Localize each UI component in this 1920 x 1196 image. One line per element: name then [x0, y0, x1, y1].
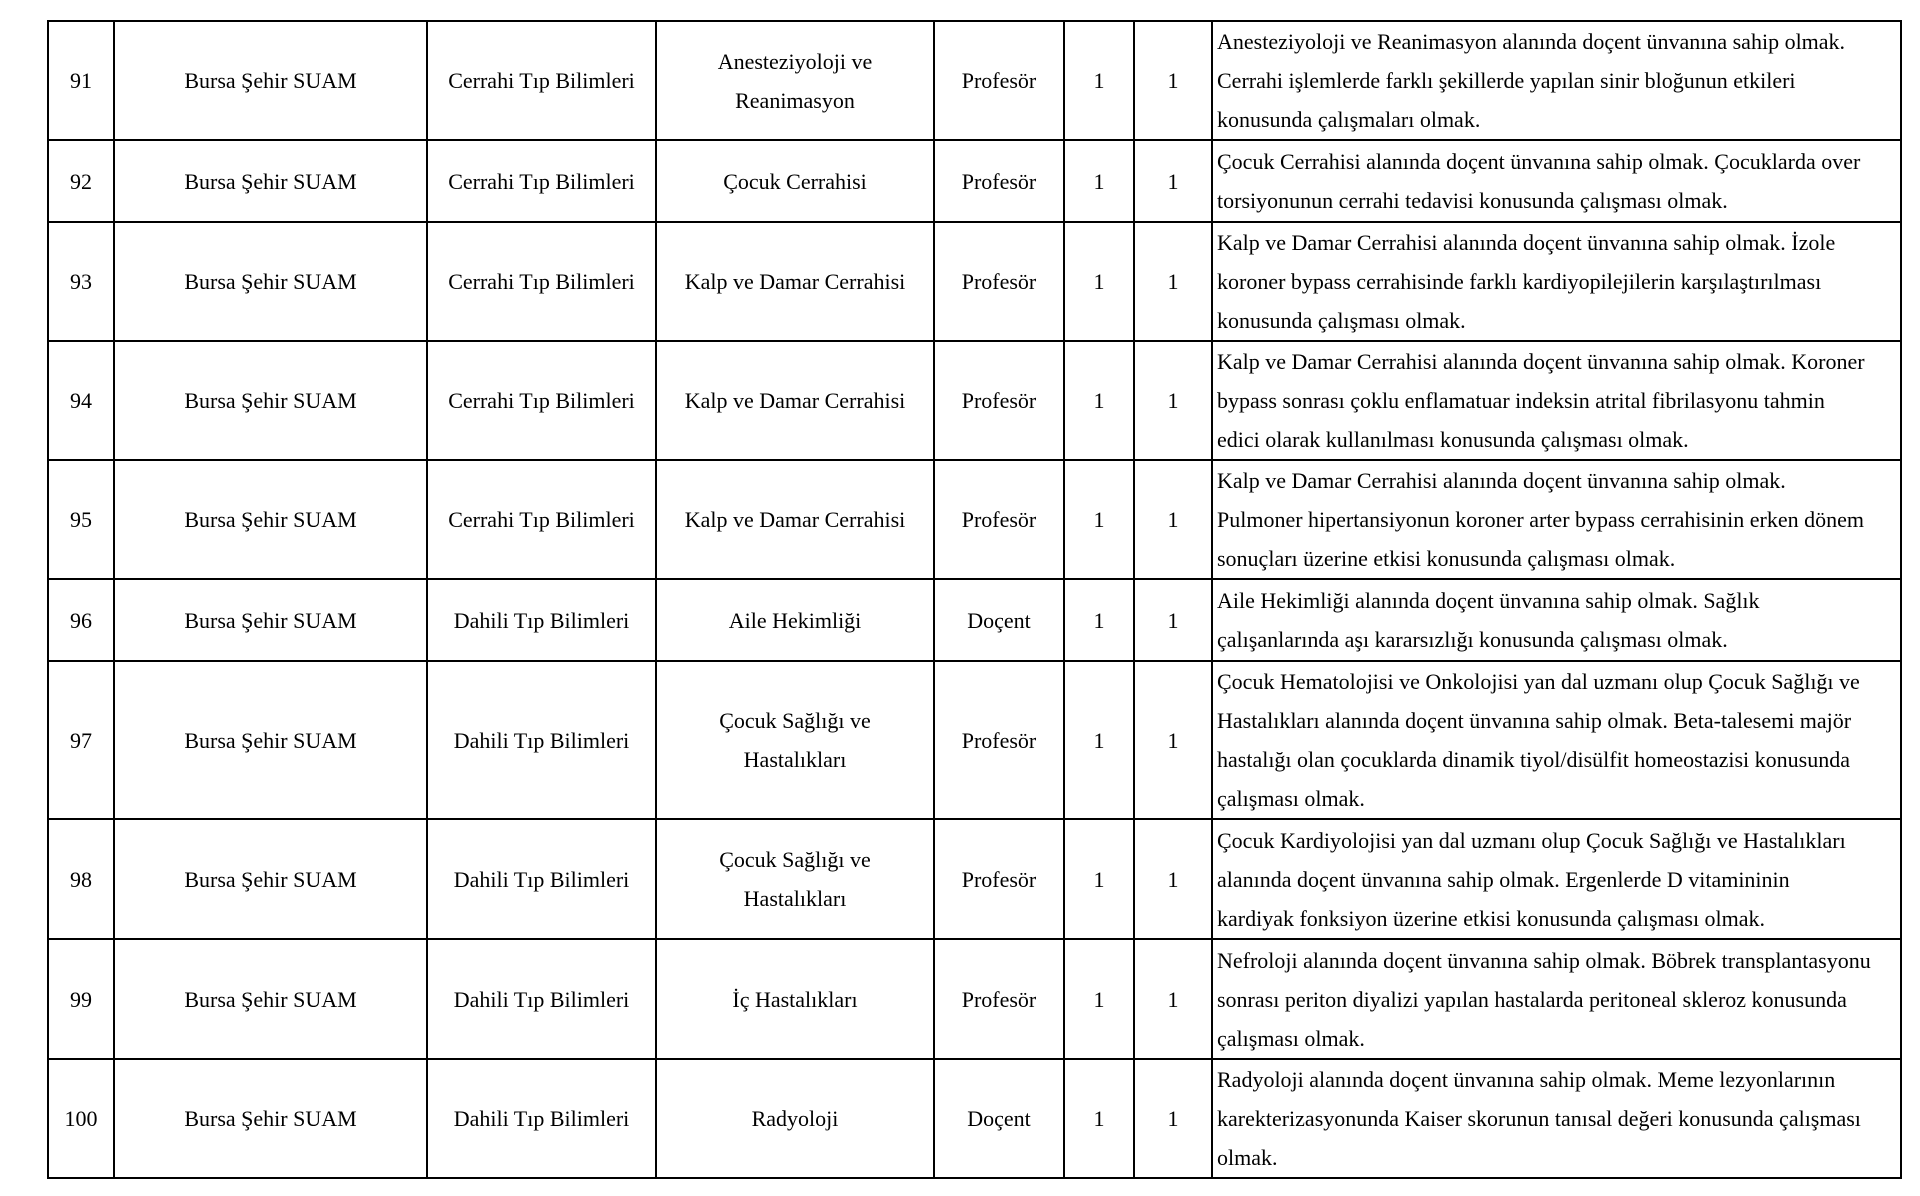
- count-cell: 1: [1064, 460, 1134, 579]
- positions-table: [47, 20, 1902, 1179]
- count-cell: 1: [1134, 1059, 1212, 1178]
- cell-line: sonuçları üzerine etkisi konusunda çalışması olmak.: [1217, 546, 1676, 571]
- requirement-cell: [1212, 140, 1901, 222]
- count-cell: 1: [1064, 939, 1134, 1059]
- cell-line: çalışanlarında aşı kararsızlığı konusunda çalışması olmak.: [1217, 627, 1728, 652]
- field-cell: [656, 1059, 934, 1178]
- requirement-cell: [1212, 222, 1901, 341]
- count-cell: 1: [1134, 460, 1212, 579]
- unit-cell: Bursa Şehir SUAM: [114, 579, 427, 661]
- title-cell: Profesör: [934, 661, 1064, 819]
- title-cell: Profesör: [934, 341, 1064, 460]
- cell-line: Çocuk Hematolojisi ve Onkolojisi yan dal uzmanı olup Çocuk Sağlığı ve: [1217, 669, 1860, 694]
- table-row: [48, 1059, 1901, 1178]
- cell-line: Kalp ve Damar Cerrahisi: [684, 388, 906, 413]
- requirement-cell: [1212, 819, 1901, 939]
- requirement-cell: [1212, 579, 1901, 661]
- row-number: 100: [48, 1059, 114, 1178]
- cell-line: bypass sonrası çoklu enflamatuar indeksin atrital fibrilasyonu tahmin: [1217, 388, 1825, 413]
- cell-line: Kalp ve Damar Cerrahisi alanında doçent ünvanına sahip olmak.: [1217, 468, 1786, 493]
- count-cell: 1: [1064, 21, 1134, 140]
- cell-line: Kalp ve Damar Cerrahisi: [684, 269, 906, 294]
- cell-line: Çocuk Kardiyolojisi yan dal uzmanı olup Çocuk Sağlığı ve Hastalıkları: [1217, 827, 1846, 853]
- requirement-cell: [1212, 341, 1901, 460]
- field-cell: [656, 21, 934, 140]
- cell-line: karekterizasyonunda Kaiser skorunun tanısal değeri konusunda çalışması: [1217, 1106, 1861, 1131]
- title-cell: Profesör: [934, 222, 1064, 341]
- row-number: 94: [48, 341, 114, 460]
- department-cell: Dahili Tıp Bilimleri: [427, 1059, 656, 1178]
- cell-line: Cerrahi işlemlerde farklı şekillerde yapılan sinir bloğunun etkileri: [1217, 68, 1796, 93]
- field-cell: [656, 819, 934, 939]
- cell-line: Nefroloji alanında doçent ünvanına sahip olmak. Böbrek transplantasyonu: [1217, 947, 1871, 973]
- cell-line: Çocuk Sağlığı ve: [719, 708, 871, 733]
- cell-line: olmak.: [1217, 1145, 1278, 1170]
- unit-cell: Bursa Şehir SUAM: [114, 21, 427, 140]
- field-cell: [656, 140, 934, 222]
- unit-cell: Bursa Şehir SUAM: [114, 341, 427, 460]
- cell-line: Anesteziyoloji ve Reanimasyon alanında doçent ünvanına sahip olmak.: [1217, 29, 1846, 54]
- cell-line: Pulmoner hipertansiyonun koroner arter bypass cerrahisinin erken dönem: [1217, 507, 1864, 532]
- unit-cell: Bursa Şehir SUAM: [114, 1059, 427, 1178]
- requirement-cell: [1212, 21, 1901, 140]
- title-cell: Doçent: [934, 579, 1064, 661]
- field-cell: [656, 222, 934, 341]
- cell-line: Hastalıkları: [743, 886, 847, 911]
- field-cell: [656, 579, 934, 661]
- row-number: 97: [48, 661, 114, 819]
- department-cell: Dahili Tıp Bilimleri: [427, 661, 656, 819]
- unit-cell: Bursa Şehir SUAM: [114, 939, 427, 1059]
- count-cell: 1: [1064, 661, 1134, 819]
- cell-line: kardiyak fonksiyon üzerine etkisi konusunda çalışması olmak.: [1217, 905, 1766, 931]
- table-row: [48, 21, 1901, 140]
- row-number: 93: [48, 222, 114, 341]
- requirement-cell: [1212, 1059, 1901, 1178]
- cell-line: Anesteziyoloji ve: [717, 48, 873, 74]
- department-cell: Dahili Tıp Bilimleri: [427, 939, 656, 1059]
- cell-line: İç Hastalıkları: [732, 986, 858, 1012]
- unit-cell: Bursa Şehir SUAM: [114, 460, 427, 579]
- department-cell: Cerrahi Tıp Bilimleri: [427, 460, 656, 579]
- field-cell: [656, 661, 934, 819]
- count-cell: 1: [1134, 661, 1212, 819]
- count-cell: 1: [1064, 819, 1134, 939]
- table-row: [48, 222, 1901, 341]
- department-cell: Dahili Tıp Bilimleri: [427, 819, 656, 939]
- count-cell: 1: [1134, 819, 1212, 939]
- count-cell: 1: [1134, 579, 1212, 661]
- table-row: [48, 341, 1901, 460]
- cell-line: Çocuk Cerrahisi alanında doçent ünvanına sahip olmak. Çocuklarda over: [1217, 149, 1861, 174]
- table-row: [48, 939, 1901, 1059]
- cell-line: alanında doçent ünvanına sahip olmak. Ergenlerde D vitamininin: [1217, 866, 1790, 892]
- cell-line: Kalp ve Damar Cerrahisi alanında doçent ünvanına sahip olmak. Koroner: [1217, 349, 1865, 374]
- requirement-cell: [1212, 661, 1901, 819]
- table-row: [48, 140, 1901, 222]
- table-row: [48, 661, 1901, 819]
- title-cell: Profesör: [934, 21, 1064, 140]
- field-cell: [656, 939, 934, 1059]
- unit-cell: Bursa Şehir SUAM: [114, 661, 427, 819]
- row-number: 95: [48, 460, 114, 579]
- cell-line: edici olarak kullanılması konusunda çalışması olmak.: [1217, 427, 1689, 452]
- cell-line: torsiyonunun cerrahi tedavisi konusunda çalışması olmak.: [1217, 188, 1728, 213]
- count-cell: 1: [1134, 140, 1212, 222]
- department-cell: Dahili Tıp Bilimleri: [427, 579, 656, 661]
- cell-line: Kalp ve Damar Cerrahisi: [684, 507, 906, 532]
- title-cell: Profesör: [934, 460, 1064, 579]
- unit-cell: Bursa Şehir SUAM: [114, 819, 427, 939]
- count-cell: 1: [1134, 939, 1212, 1059]
- cell-line: Hastalıkları alanında doçent ünvanına sahip olmak. Beta-talesemi majör: [1217, 708, 1852, 733]
- cell-line: Reanimasyon: [735, 87, 855, 113]
- count-cell: 1: [1064, 140, 1134, 222]
- cell-line: çalışması olmak.: [1217, 786, 1365, 811]
- count-cell: 1: [1134, 341, 1212, 460]
- row-number: 98: [48, 819, 114, 939]
- count-cell: 1: [1134, 222, 1212, 341]
- cell-line: Aile Hekimliği: [728, 607, 862, 633]
- table-body: [48, 21, 1901, 1178]
- row-number: 99: [48, 939, 114, 1059]
- count-cell: 1: [1064, 579, 1134, 661]
- cell-line: konusunda çalışmaları olmak.: [1217, 107, 1481, 132]
- cell-line: çalışması olmak.: [1217, 1025, 1365, 1051]
- count-cell: 1: [1064, 222, 1134, 341]
- count-cell: 1: [1134, 21, 1212, 140]
- cell-line: Kalp ve Damar Cerrahisi alanında doçent ünvanına sahip olmak. İzole: [1217, 230, 1836, 255]
- cell-line: Radyoloji: [751, 1106, 839, 1131]
- field-cell: [656, 460, 934, 579]
- unit-cell: Bursa Şehir SUAM: [114, 222, 427, 341]
- cell-line: Radyoloji alanında doçent ünvanına sahip olmak. Meme lezyonlarının: [1217, 1067, 1836, 1092]
- cell-line: Çocuk Cerrahisi: [723, 168, 867, 194]
- department-cell: Cerrahi Tıp Bilimleri: [427, 341, 656, 460]
- field-cell: [656, 341, 934, 460]
- title-cell: Profesör: [934, 819, 1064, 939]
- row-number: 91: [48, 21, 114, 140]
- table-row: [48, 819, 1901, 939]
- table-row: [48, 460, 1901, 579]
- table-row: [48, 579, 1901, 661]
- title-cell: Profesör: [934, 939, 1064, 1059]
- title-cell: Profesör: [934, 140, 1064, 222]
- count-cell: 1: [1064, 341, 1134, 460]
- requirement-cell: [1212, 939, 1901, 1059]
- cell-line: Aile Hekimliği alanında doçent ünvanına sahip olmak. Sağlık: [1217, 588, 1760, 613]
- department-cell: Cerrahi Tıp Bilimleri: [427, 140, 656, 222]
- count-cell: 1: [1064, 1059, 1134, 1178]
- cell-line: koroner bypass cerrahisinde farklı kardiyopilejilerin karşılaştırılması: [1217, 269, 1822, 294]
- row-number: 96: [48, 579, 114, 661]
- requirement-cell: [1212, 460, 1901, 579]
- cell-line: Çocuk Sağlığı ve: [719, 847, 871, 872]
- department-cell: Cerrahi Tıp Bilimleri: [427, 222, 656, 341]
- cell-line: Hastalıkları: [743, 747, 847, 772]
- department-cell: Cerrahi Tıp Bilimleri: [427, 21, 656, 140]
- cell-line: konusunda çalışması olmak.: [1217, 308, 1466, 333]
- row-number: 92: [48, 140, 114, 222]
- cell-line: hastalığı olan çocuklarda dinamik tiyol/disülfit homeostazisi konusunda: [1217, 747, 1850, 772]
- title-cell: Doçent: [934, 1059, 1064, 1178]
- unit-cell: Bursa Şehir SUAM: [114, 140, 427, 222]
- cell-line: sonrası periton diyalizi yapılan hastalarda peritoneal skleroz konusunda: [1217, 986, 1847, 1012]
